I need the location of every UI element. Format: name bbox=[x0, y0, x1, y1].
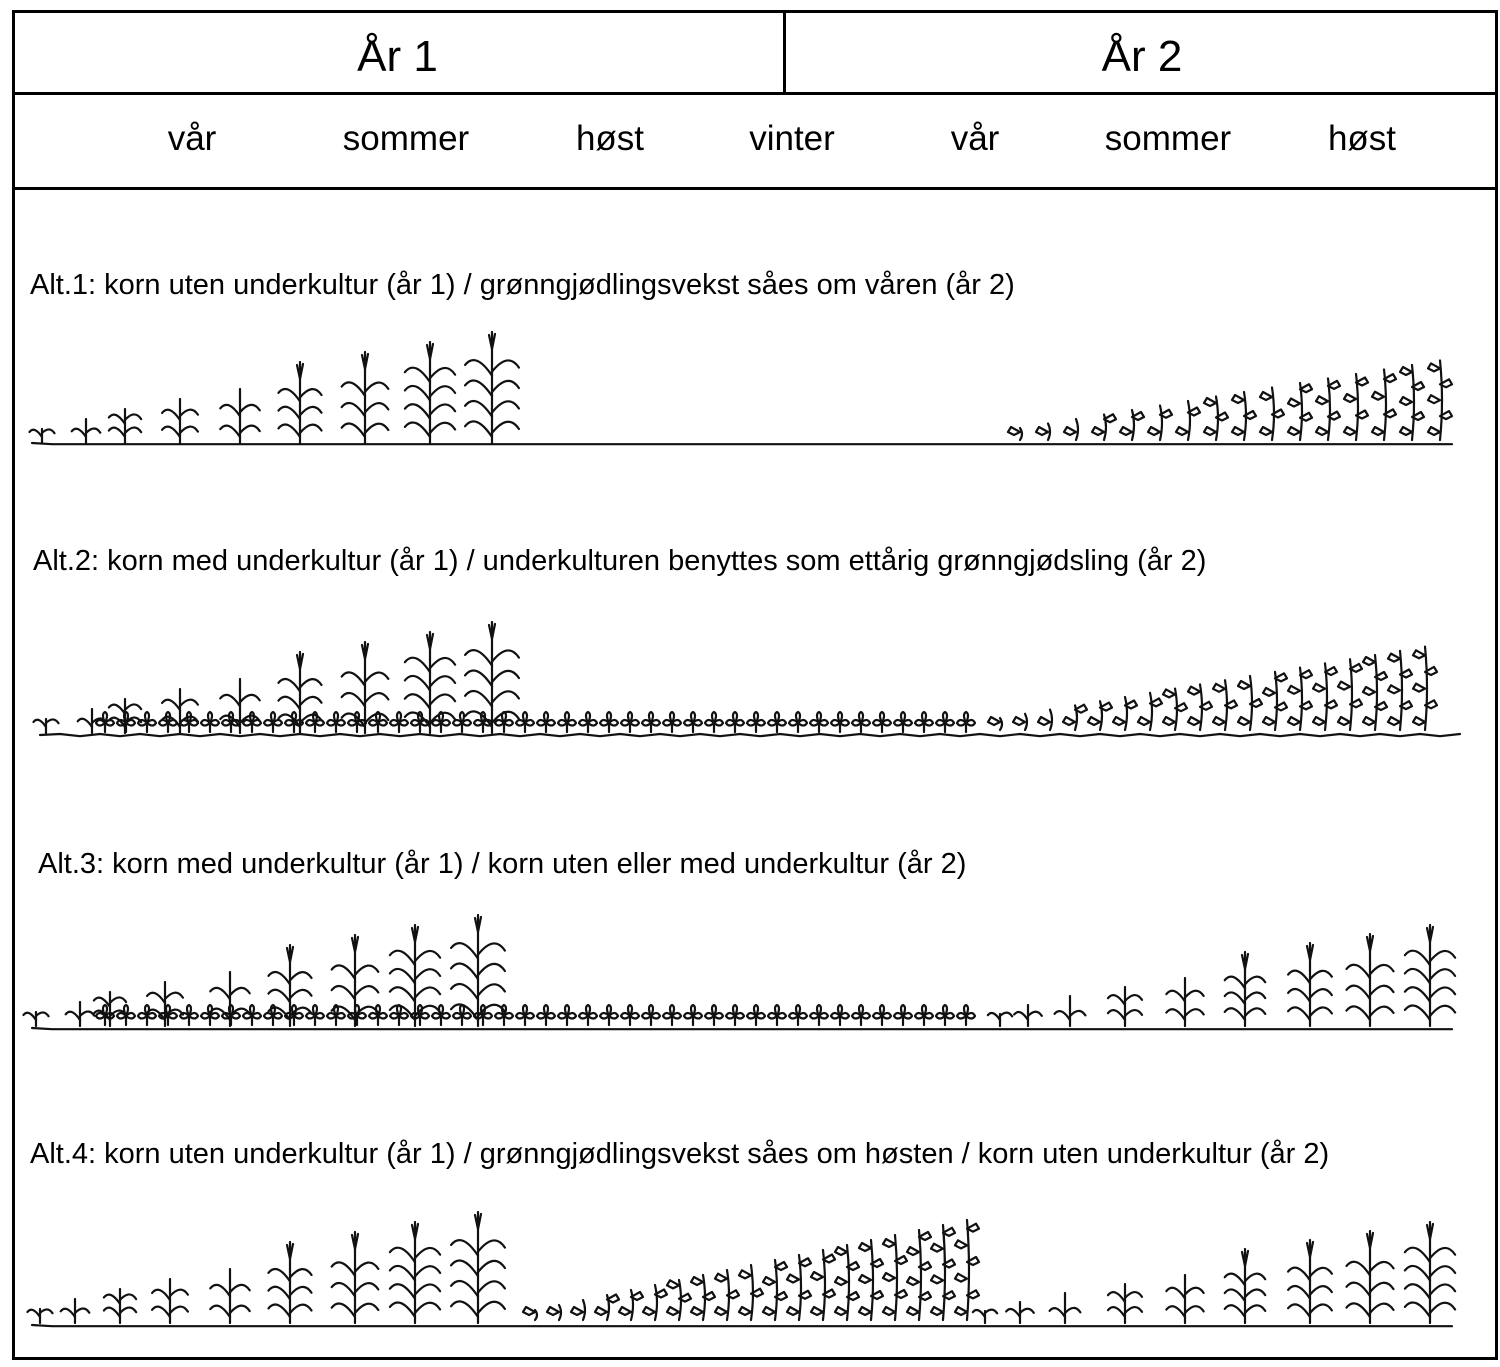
alt-2-title: Alt.2: korn med underkultur (år 1) / underkulturen benyttes som ettårig grønngjødsling (år 2) bbox=[33, 545, 1207, 577]
season-summer-1: sommer bbox=[342, 119, 470, 158]
green-manure-plant bbox=[1316, 379, 1340, 441]
clover-plant bbox=[558, 1005, 576, 1025]
green-manure-plant bbox=[1063, 705, 1087, 730]
clover-plant bbox=[789, 1005, 807, 1025]
clover-plant bbox=[894, 712, 912, 732]
clover-plant bbox=[474, 1005, 492, 1025]
green-manure-plant bbox=[763, 1260, 787, 1320]
clover-plant bbox=[579, 1005, 597, 1025]
grain-plant bbox=[61, 1299, 90, 1323]
green-manure-plant bbox=[523, 1307, 537, 1320]
grain-plant bbox=[29, 429, 54, 443]
grain-plant bbox=[342, 352, 389, 443]
green-manure-plant bbox=[835, 1245, 859, 1320]
grain-plant bbox=[1166, 978, 1203, 1026]
grain-plant bbox=[1108, 1284, 1142, 1323]
green-manure-plant bbox=[1138, 693, 1162, 730]
green-manure-plant bbox=[1008, 427, 1022, 440]
clover-plant bbox=[768, 1005, 786, 1025]
green-manure-plant bbox=[1344, 374, 1368, 440]
green-manure-plant bbox=[1038, 710, 1052, 730]
alt-3-illustration bbox=[20, 893, 1480, 1033]
grain-plant bbox=[1166, 1275, 1203, 1323]
clover-plant bbox=[642, 712, 660, 732]
grain-plant bbox=[94, 992, 126, 1026]
clover-plant bbox=[873, 1005, 891, 1025]
green-manure-plant bbox=[1388, 651, 1412, 730]
green-manure-plant bbox=[1213, 680, 1237, 730]
header-divider-years bbox=[12, 92, 1498, 95]
grain-plant bbox=[220, 389, 259, 443]
clover-plant bbox=[201, 712, 219, 732]
season-spring-1: vår bbox=[167, 119, 217, 158]
grain-plant bbox=[405, 632, 455, 733]
clover-plant bbox=[852, 1005, 870, 1025]
green-manure-plant bbox=[547, 1305, 561, 1320]
year-1-label: År 1 bbox=[357, 32, 438, 81]
green-manure-plant bbox=[643, 1285, 667, 1320]
clover-plant bbox=[348, 712, 366, 732]
green-manure-plant bbox=[1288, 668, 1312, 730]
grain-plant bbox=[1108, 987, 1142, 1026]
clover-plant bbox=[495, 712, 513, 732]
grain-plant bbox=[1405, 1222, 1455, 1323]
clover-plant bbox=[327, 712, 345, 732]
grain-plant bbox=[66, 1002, 95, 1026]
clover-plant bbox=[663, 1005, 681, 1025]
green-manure-plant bbox=[1400, 365, 1424, 440]
green-manure-plant bbox=[1113, 697, 1137, 730]
grain-plant bbox=[1225, 1249, 1266, 1323]
clover-plant bbox=[516, 1005, 534, 1025]
grain-plant bbox=[1405, 925, 1455, 1026]
ground-line bbox=[32, 1028, 1452, 1029]
clover-plant bbox=[138, 1005, 156, 1025]
clover-plant bbox=[957, 1005, 975, 1025]
clover-plant bbox=[852, 712, 870, 732]
clover-plant bbox=[831, 712, 849, 732]
clover-plant bbox=[936, 712, 954, 732]
alt-1-title: Alt.1: korn uten underkultur (år 1) / grønngjødlingsvekst såes om våren (år 2) bbox=[30, 269, 1015, 301]
green-manure-plant bbox=[1204, 397, 1228, 441]
green-manure-plant bbox=[811, 1250, 835, 1320]
clover-plant bbox=[663, 712, 681, 732]
grain-plant bbox=[1225, 952, 1266, 1026]
grain-plant bbox=[973, 1310, 997, 1323]
grain-plant bbox=[1006, 1302, 1034, 1323]
clover-plant bbox=[516, 712, 534, 732]
clover-plant bbox=[600, 1005, 618, 1025]
green-manure-plant bbox=[931, 1225, 955, 1320]
green-manure-plant bbox=[1238, 676, 1262, 730]
green-manure-plant bbox=[1313, 663, 1337, 730]
clover-plant bbox=[831, 1005, 849, 1025]
grain-plant bbox=[1055, 996, 1086, 1026]
clover-plant bbox=[705, 1005, 723, 1025]
season-spring-2: vår bbox=[950, 119, 1000, 158]
clover-plant bbox=[873, 712, 891, 732]
alt-2-illustration bbox=[20, 600, 1480, 740]
clover-plant bbox=[789, 712, 807, 732]
clover-plant bbox=[537, 712, 555, 732]
clover-plant bbox=[684, 712, 702, 732]
green-manure-plant bbox=[1163, 689, 1187, 730]
clover-plant bbox=[558, 712, 576, 732]
grain-plant bbox=[1050, 1293, 1081, 1323]
grain-plant bbox=[1288, 943, 1332, 1026]
clover-plant bbox=[495, 1005, 513, 1025]
clover-plant bbox=[642, 1005, 660, 1025]
clover-plant bbox=[621, 712, 639, 732]
green-manure-plant bbox=[1148, 406, 1172, 441]
grain-plant bbox=[210, 1269, 249, 1323]
clover-plant bbox=[726, 712, 744, 732]
clover-plant bbox=[306, 1005, 324, 1025]
clover-plant bbox=[957, 712, 975, 732]
grain-plant bbox=[390, 1222, 440, 1323]
grain-plant bbox=[104, 1289, 136, 1323]
clover-plant bbox=[810, 1005, 828, 1025]
clover-plant bbox=[936, 1005, 954, 1025]
green-manure-plant bbox=[859, 1240, 883, 1320]
alt-4-title: Alt.4: korn uten underkultur (år 1) / grønngjødlingsvekst såes om høsten / korn uten underkultur (år 2) bbox=[30, 1138, 1330, 1170]
green-manure-plant bbox=[1120, 410, 1144, 440]
clover-plant bbox=[432, 712, 450, 732]
clover-plant bbox=[747, 712, 765, 732]
green-manure-plant bbox=[1260, 388, 1284, 441]
header-divider-seasons bbox=[12, 187, 1498, 190]
grain-plant bbox=[988, 1013, 1012, 1026]
clover-plant bbox=[537, 1005, 555, 1025]
green-manure-plant bbox=[1092, 414, 1116, 440]
green-manure-plant bbox=[691, 1275, 715, 1320]
grain-plant bbox=[268, 1242, 311, 1323]
grain-plant bbox=[1347, 934, 1394, 1026]
ground-line bbox=[40, 734, 1460, 736]
grain-plant bbox=[465, 622, 519, 733]
season-winter: vinter bbox=[749, 119, 835, 158]
season-autumn-1: høst bbox=[575, 119, 645, 158]
alt-1-illustration bbox=[20, 310, 1480, 450]
green-manure-plant bbox=[1372, 370, 1396, 441]
grain-plant bbox=[451, 1212, 505, 1323]
grain-plant bbox=[1347, 1231, 1394, 1323]
alt-3-title: Alt.3: korn med underkultur (år 1) / korn uten eller med underkultur (år 2) bbox=[38, 848, 967, 880]
ground-line bbox=[32, 1325, 1452, 1326]
clover-plant bbox=[600, 712, 618, 732]
ground-line bbox=[32, 443, 1452, 444]
green-manure-plant bbox=[787, 1255, 811, 1320]
green-manure-plant bbox=[955, 1220, 979, 1320]
green-manure-plant bbox=[1428, 361, 1452, 441]
clover-plant bbox=[768, 712, 786, 732]
green-manure-plant bbox=[1363, 655, 1387, 730]
season-autumn-2: høst bbox=[1327, 119, 1397, 158]
clover-plant bbox=[726, 1005, 744, 1025]
green-manure-plant bbox=[1413, 647, 1437, 730]
clover-plant bbox=[264, 712, 282, 732]
grain-plant bbox=[465, 332, 519, 443]
green-manure-plant bbox=[907, 1230, 931, 1320]
green-manure-plant bbox=[1288, 383, 1312, 440]
grain-plant bbox=[72, 419, 101, 443]
clover-plant bbox=[747, 1005, 765, 1025]
green-manure-plant bbox=[1232, 392, 1256, 440]
green-manure-plant bbox=[1013, 714, 1027, 730]
season-summer-2: sommer bbox=[1104, 119, 1232, 158]
grain-plant bbox=[23, 1012, 48, 1026]
green-manure-plant bbox=[667, 1280, 691, 1320]
grain-plant bbox=[109, 409, 141, 443]
clover-plant bbox=[915, 712, 933, 732]
grain-plant bbox=[1014, 1005, 1042, 1026]
clover-plant bbox=[705, 712, 723, 732]
grain-plant bbox=[405, 342, 455, 443]
alt-4-illustration bbox=[20, 1190, 1480, 1330]
clover-plant bbox=[894, 1005, 912, 1025]
clover-plant bbox=[411, 1005, 429, 1025]
year-2-label: År 2 bbox=[1101, 32, 1183, 81]
green-manure-plant bbox=[619, 1290, 643, 1320]
green-manure-plant bbox=[715, 1270, 739, 1320]
clover-plant bbox=[96, 712, 114, 732]
clover-plant bbox=[579, 712, 597, 732]
grain-plant bbox=[278, 362, 321, 443]
green-manure-plant bbox=[595, 1295, 619, 1321]
green-manure-plant bbox=[571, 1300, 585, 1320]
green-manure-plant bbox=[1088, 701, 1112, 730]
clover-plant bbox=[684, 1005, 702, 1025]
green-manure-plant bbox=[1263, 672, 1287, 730]
green-manure-plant bbox=[1064, 419, 1078, 440]
green-manure-plant bbox=[1338, 659, 1362, 730]
green-manure-plant bbox=[883, 1235, 907, 1320]
clover-plant bbox=[621, 1005, 639, 1025]
clover-plant bbox=[117, 1005, 135, 1025]
clover-plant bbox=[180, 712, 198, 732]
green-manure-plant bbox=[988, 717, 1002, 730]
clover-plant bbox=[810, 712, 828, 732]
grain-plant bbox=[27, 1309, 52, 1323]
clover-plant bbox=[915, 1005, 933, 1025]
clover-plant bbox=[243, 1005, 261, 1025]
grain-plant bbox=[1288, 1240, 1332, 1323]
green-manure-plant bbox=[1176, 401, 1200, 440]
grain-plant bbox=[162, 399, 198, 443]
grain-plant bbox=[332, 1232, 379, 1323]
clover-plant bbox=[453, 712, 471, 732]
green-manure-plant bbox=[739, 1265, 763, 1320]
green-manure-plant bbox=[1036, 424, 1050, 441]
grain-plant bbox=[152, 1279, 188, 1323]
grain-plant bbox=[33, 719, 58, 733]
green-manure-plant bbox=[1188, 684, 1212, 730]
clover-plant bbox=[159, 712, 177, 732]
